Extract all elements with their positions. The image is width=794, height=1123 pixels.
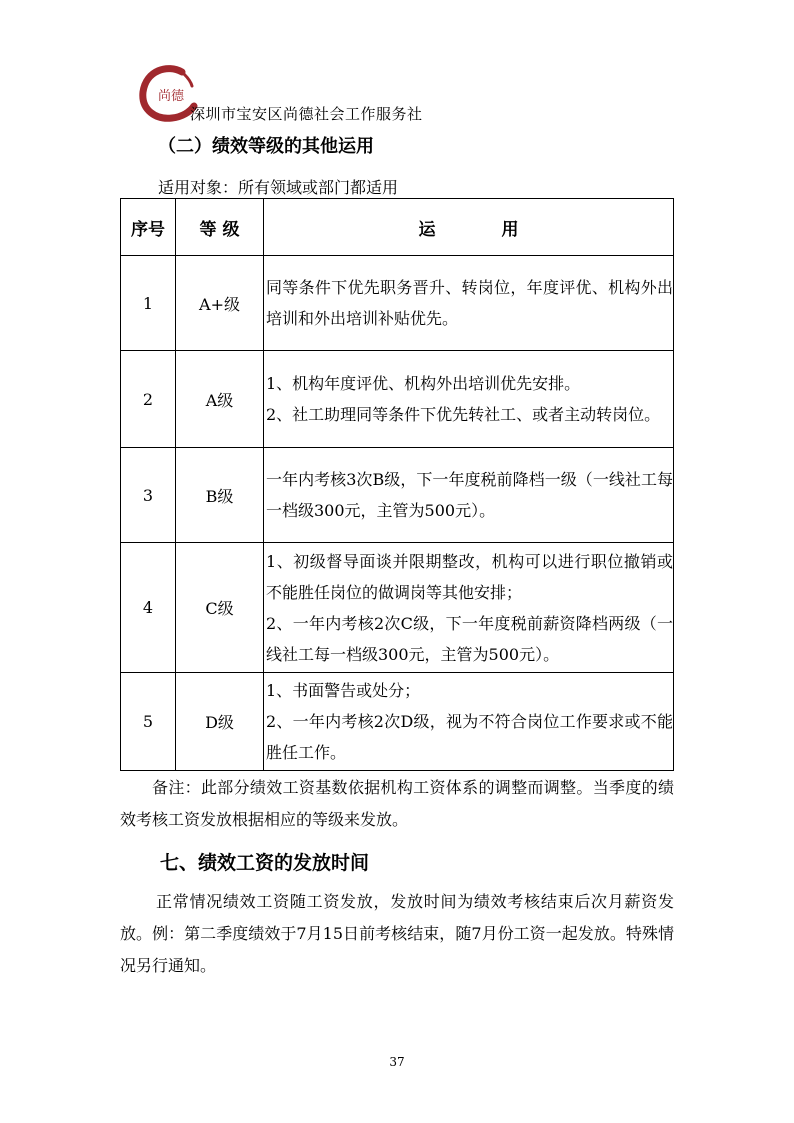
table-row <box>121 448 674 543</box>
usage-line: 2、一年内考核2次D级，视为不符合岗位工作要求或不能胜任工作。 <box>266 712 673 762</box>
row-grade: A级 <box>176 351 264 448</box>
row-usage <box>264 543 674 673</box>
grade-usage-table <box>120 198 674 771</box>
section-heading: 七、绩效工资的发放时间 <box>160 852 370 874</box>
table-note: 备注：此部分绩效工资基数依据机构工资体系的调整而调整。当季度的绩效考核工资发放根据相应的等级来发放。 <box>120 778 674 829</box>
row-usage <box>264 448 674 543</box>
row-usage <box>264 256 674 351</box>
usage-line: 1、机构年度评优、机构外出培训优先安排。 <box>266 374 581 393</box>
header-grade: 等 级 <box>176 199 264 256</box>
usage-line: 2、社工助理同等条件下优先转社工、或者主动转岗位。 <box>266 405 661 424</box>
row-number: 3 <box>121 448 176 543</box>
usage-line: 1、书面警告或处分； <box>266 681 421 700</box>
row-grade: C级 <box>176 543 264 673</box>
table-row <box>121 673 674 771</box>
row-number: 5 <box>121 673 176 771</box>
table-row <box>121 543 674 673</box>
page-number: 37 <box>389 1055 405 1069</box>
table-row <box>121 351 674 448</box>
row-grade: D级 <box>176 673 264 771</box>
logo-text: 尚德 <box>158 89 185 104</box>
organization-logo <box>138 62 198 122</box>
scope-text: 适用对象：所有领域或部门都适用 <box>158 178 399 197</box>
table-header-row <box>121 199 674 256</box>
header-usage: 运 用 <box>264 199 674 256</box>
organization-name: 深圳市宝安区尚德社会工作服务社 <box>190 105 423 123</box>
header-number: 序号 <box>121 199 176 256</box>
row-number: 1 <box>121 256 176 351</box>
row-usage <box>264 673 674 771</box>
body-paragraph: 正常情况绩效工资随工资发放，发放时间为绩效考核结束后次月薪资发放。例：第二季度绩效于7月15日前考核结束，随7月份工资一起发放。特殊情况另行通知。 <box>120 892 674 975</box>
usage-line: 2、一年内考核2次C级，下一年度税前薪资降档两级（一线社工每一档级300元，主管为500元）。 <box>266 613 673 664</box>
letterhead <box>138 62 458 124</box>
row-grade: B级 <box>176 448 264 543</box>
row-usage <box>264 351 674 448</box>
row-number: 4 <box>121 543 176 673</box>
usage-line: 一年内考核3次B级，下一年度税前降档一级（一线社工每一档级300元，主管为500元）。 <box>266 470 673 520</box>
row-number: 2 <box>121 351 176 448</box>
section-title: （二）绩效等级的其他运用 <box>158 136 374 157</box>
usage-line: 同等条件下优先职务晋升、转岗位，年度评优、机构外出培训和外出培训补贴优先。 <box>266 278 673 328</box>
table-row <box>121 256 674 351</box>
row-grade: A+级 <box>176 256 264 351</box>
usage-line: 1、初级督导面谈并限期整改，机构可以进行职位撤销或不能胜任岗位的做调岗等其他安排； <box>266 551 673 602</box>
